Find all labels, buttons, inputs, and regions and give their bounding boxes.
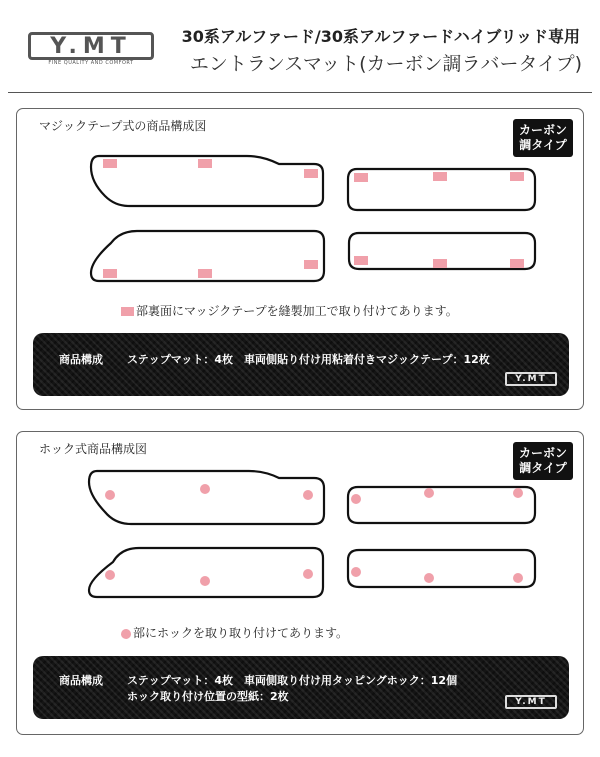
- logo-wordmark: Y.MT: [50, 33, 132, 59]
- panel-title: ホック式商品構成図: [39, 442, 148, 456]
- magic-mat-diagram: [17, 109, 585, 299]
- hook-marker: [351, 567, 361, 577]
- logo-tagline: FINE QUALITY AND COMFORT: [48, 60, 134, 66]
- pink-square-icon: [121, 307, 134, 316]
- badge-line2: 調タイプ: [519, 461, 567, 475]
- hook-marker: [303, 569, 313, 579]
- hook-marker: [303, 490, 313, 500]
- badge-line1: カーボン: [518, 123, 567, 137]
- contents-line-1: ステップマット：4枚 車両側取り付け用タッピングホック：12個: [127, 674, 458, 687]
- velcro-marker: [433, 259, 447, 268]
- hook-marker: [200, 484, 210, 494]
- velcro-marker: [354, 173, 368, 182]
- pink-dot-icon: [121, 629, 131, 639]
- velcro-marker: [198, 269, 212, 278]
- velcro-note: [121, 302, 458, 319]
- hook-marker: [351, 494, 361, 504]
- contents-line-2: ホック取り付け位置の型紙：2枚: [127, 690, 289, 703]
- hook-marker: [513, 488, 523, 498]
- velcro-marker: [354, 256, 368, 265]
- mini-logo-wordmark: Y.MT: [515, 697, 547, 707]
- velcro-marker: [510, 172, 524, 181]
- contents-line: ステップマット：4枚 車両側貼り付け用粘着付きマジックテープ：12枚: [127, 353, 490, 366]
- ymt-logo: [28, 32, 154, 60]
- mat-rear-right: [348, 550, 535, 587]
- ymt-mini-logo: [505, 372, 557, 386]
- page-header: [0, 0, 600, 92]
- hook-marker: [105, 570, 115, 580]
- hook-marker: [424, 488, 434, 498]
- mat-rear-left: [89, 548, 323, 597]
- product-subtitle: エントランスマット(カーボン調ラバータイプ): [189, 53, 582, 75]
- mat-front-left: [89, 471, 324, 524]
- product-title: 30系アルファード/30系アルファードハイブリッド専用: [181, 27, 580, 46]
- mat-front-right: [348, 487, 535, 523]
- badge-line2: 調タイプ: [519, 138, 567, 152]
- hook-marker: [513, 573, 523, 583]
- contents-bar: [33, 333, 569, 396]
- hook-note-text: 部にホックを取り取り付けてあります。: [133, 626, 349, 640]
- velcro-marker: [433, 172, 447, 181]
- magic-tape-panel: [16, 108, 584, 410]
- hook-marker: [424, 573, 434, 583]
- panel-title: マジックテープ式の商品構成図: [39, 119, 207, 133]
- velcro-marker: [103, 159, 117, 168]
- mini-logo-wordmark: Y.MT: [515, 374, 547, 384]
- hook-mat-diagram: [17, 432, 585, 622]
- velcro-marker: [510, 259, 524, 268]
- velcro-marker: [198, 159, 212, 168]
- hook-panel: [16, 431, 584, 735]
- contents-bar: [33, 656, 569, 719]
- ymt-mini-logo: [505, 695, 557, 709]
- hook-note: [121, 624, 348, 641]
- hook-marker: [105, 490, 115, 500]
- velcro-note-text: 部裏面にマッジクテープを縫製加工で取り付けてあります。: [136, 304, 458, 318]
- badge-line1: カーボン: [518, 446, 567, 460]
- velcro-marker: [304, 260, 318, 269]
- contents-label: 商品構成: [59, 674, 103, 687]
- header-divider: [8, 92, 592, 93]
- hook-marker: [200, 576, 210, 586]
- velcro-marker: [304, 169, 318, 178]
- contents-label: 商品構成: [59, 353, 103, 366]
- velcro-marker: [103, 269, 117, 278]
